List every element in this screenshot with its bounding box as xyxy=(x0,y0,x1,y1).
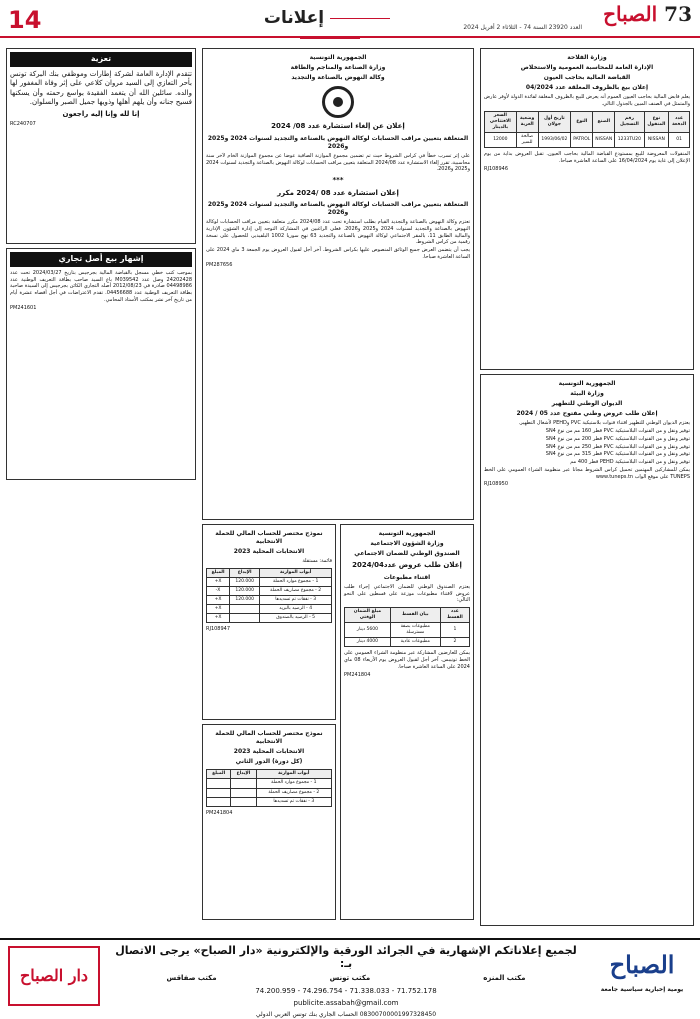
condolence-verse: إنا لله وإنا إليه راجعون xyxy=(62,109,140,118)
ad-ministry: وزارة البيئة xyxy=(570,390,604,398)
list-item: توفير ونقل و من القنوات البلاستيكية PVC قطر 250 مم من نوع SN4 xyxy=(545,443,690,450)
table-cell: 12000 xyxy=(485,133,517,148)
ad-ref: RC240707 xyxy=(10,120,36,127)
condolence-title: تعزية xyxy=(10,52,192,67)
ad-notice-subtitle: المتعلقة بتعيين مراقب الحسابات لوكالة النهوض بالصناعة والتجديد لسنوات 2024 و2025 و2026 xyxy=(207,134,469,150)
table-cell: 1 - مجموع موارد الحملة xyxy=(260,578,332,587)
ad-org: الصندوق الوطني للضمان الاجتماعي xyxy=(354,550,460,558)
table-cell: 01 xyxy=(669,133,690,148)
ad-onas-tender xyxy=(480,374,694,926)
budget-table xyxy=(206,568,332,623)
table-cell: 2 xyxy=(440,638,469,647)
table-header: النوع xyxy=(571,111,593,132)
list-item: توفير ونقل و من القنوات البلاستيكية PEHD قطر 400 مم xyxy=(570,459,690,466)
table-row xyxy=(207,788,332,797)
ad-body: قائمة: مستقلة xyxy=(302,558,332,565)
ad-org: الإدارة العامة للمحاسبة العمومية والاستخلاص xyxy=(520,64,654,72)
ad-notice-title: إعلان بيع بالظروف المغلقة عدد 04/2024 xyxy=(525,84,649,92)
table-cell: صالحة للسير xyxy=(516,133,538,148)
table-cell: 120.000 xyxy=(230,578,260,587)
ad-org: الديوان الوطني للتطهير xyxy=(551,400,623,408)
middle-column xyxy=(202,48,474,932)
table-header: تاريخ أول جولان xyxy=(538,111,571,132)
table-cell: 1 xyxy=(440,623,469,638)
ad-title: نموذج مختصر للحساب المالي للحملة الانتخابية xyxy=(215,530,323,546)
ad-body: يعتزم الصندوق الوطني للضمان الاجتماعي إجراء طلب عروض لاقتناء مطبوعات موزعة على قسطين على النحو التالي: xyxy=(344,583,470,604)
table-cell: مطبوعات بصفة مسترسلة xyxy=(390,623,440,638)
ad-subtitle: (كل دورة) الدور الثاني xyxy=(235,758,303,766)
table-header: الإيداع xyxy=(230,569,260,578)
issue-info: العدد 23920 السنة 74 - الثلاثاء 2 أفريل 2024 xyxy=(463,24,582,31)
ad-title: الجمهورية التونسية xyxy=(378,530,436,537)
ad-notice-subtitle: المتعلقة بتعيين مراقب الحسابات لوكالة النهوض بالصناعة والتجديد لسنوات 2024 و2025 و2026 xyxy=(207,201,469,217)
ad-notice-title: إعلان طلب عروض وطني مفتوح عدد 05 / 2024 xyxy=(516,410,658,418)
ad-notice-title: إعلان استشارة عدد 08 /2024 مكرر xyxy=(277,188,399,197)
table-header: وضعية العربة xyxy=(516,111,538,132)
table-header: الإيداع xyxy=(231,770,256,779)
ad-title: الجمهورية التونسية xyxy=(558,380,616,387)
table-row xyxy=(207,578,332,587)
ad-ministry: وزارة الصناعة والمناجم والطاقة xyxy=(290,64,386,72)
office-label: مكتب صفاقس xyxy=(166,974,217,982)
table-row xyxy=(207,614,332,623)
table-header: بيان القسط xyxy=(390,608,440,623)
table-cell: 4 - الرصيد بالبريد xyxy=(260,605,332,614)
footer-logo-alt: دار الصباح xyxy=(8,946,100,1006)
ad-org-office: القباضة المالية بحاجب العيون xyxy=(543,74,631,82)
table-cell: 3 - نفقات تم تسديدها xyxy=(256,797,331,806)
ad-ministry: وزارة الشؤون الاجتماعية xyxy=(370,540,444,548)
office-label: مكتب تونس xyxy=(329,974,371,982)
ad-body: يمكن للمشاركين المهتمين تحميل كراس الشروط مجانا عبر منظومة الشراء العمومي على الخط TUNEPS على موقع الواب www.tuneps.tn xyxy=(484,466,690,480)
ad-body: المنقولات المعروضة للبيع بمستودع القباضة المالية بحاجب العيون. تقبل العروض بداية من يوم الإعلان إلى غاية يوم 16/04/2024 على الساعة العاشرة صباحا. xyxy=(484,151,690,164)
ad-title: الجمهورية التونسية xyxy=(309,54,367,61)
table-cell: 4000 دينار xyxy=(345,638,391,647)
sale-body: بموجب كتب خطي مسجل بالقباضة المالية بجرجيس بتاريخ 2024/03/27 تحت عدد 24202428 وصل عدد M039542 باع السيد صاحب بطاقة التعريف الوطنية عدد 04498986 صادرة في 2012/08/23 أصله التجاري الكائن بجرجيس إلى السيدة صاحبة بطاقة التعريف الوطنية عدد 04456688. تقدم الاعتراضات في أجل أقصاه عشرة أيام من تاريخ آخر نشر بمكتب الأستاذ المحامي. xyxy=(10,269,192,303)
table-header: أبواب الموازنة xyxy=(260,569,332,578)
table-header: مبلغ الضمان الوقتي xyxy=(345,608,391,623)
footer-logo: الصباح xyxy=(609,950,675,979)
budget-table xyxy=(206,769,332,806)
page-header xyxy=(0,0,700,38)
table-row xyxy=(207,797,332,806)
newspaper-logo: 73 الصباح xyxy=(603,2,692,26)
table-cell: 120.000 xyxy=(230,596,260,605)
table-cell: 1 - مجموع موارد الحملة xyxy=(256,779,331,788)
ad-election-account-2 xyxy=(202,724,336,920)
right-column xyxy=(480,48,694,932)
table-header: عدد القسط xyxy=(440,608,469,623)
ad-election-account-1 xyxy=(202,524,336,720)
ad-title: نموذج مختصر للحساب المالي للحملة الانتخابية xyxy=(215,730,323,746)
table-cell: NISSAN xyxy=(644,133,669,148)
table-cell: X+ xyxy=(207,596,230,605)
table-row xyxy=(207,587,332,596)
separator: *** xyxy=(332,176,344,185)
ad-body: تعتزم وكالة النهوض بالصناعة والتجديد القيام بطلب استشارة تحت عدد 2024/08 مكرر متعلقة بتعيين مراقب الحسابات لوكالة النهوض بالصناعة والتجديد لسنوات 2024 و2025 و2026. فعلى الراغبين في المشاركة التوجه إلى إدارة الشؤون الإدارية والمالية الطابق 11، بالمقر الاجتماعي لوكالة النهوض بالصناعة والتجديد 63 نهج سوريا 1002 البلفيدير، للحصول على نسخة رقمية من كراس الشروط. xyxy=(206,219,470,246)
agency-logo-icon xyxy=(322,86,354,118)
ad-ref: PM287656 xyxy=(206,261,233,268)
vehicle-table xyxy=(484,111,690,148)
table-cell: X- xyxy=(207,587,230,596)
table-row xyxy=(207,605,332,614)
table-cell: 5 - الرصيد بالصندوق xyxy=(260,614,332,623)
table-cell: 2 - مجموع مصاريف الحملة xyxy=(256,788,331,797)
ad-body: يمكن للعارضين المشاركة عبر منظومة الشراء العمومي على الخط تونيبس. آخر أجل لقبول العروض يوم الأربعاء 08 ماي 2024 على الساعة العاشرة صباحا. xyxy=(344,650,470,670)
table-cell: NISSAN xyxy=(593,133,615,148)
ad-org: وكالة النهوض بالصناعة والتجديد xyxy=(291,74,385,82)
table-cell: 5600 دينار xyxy=(345,623,391,638)
list-item: توفير ونقل و من القنوات البلاستيكية PVC قطر 315 مم من نوع SN4 xyxy=(545,451,690,458)
table-cell: X+ xyxy=(207,605,230,614)
table-cell: X+ xyxy=(207,614,230,623)
office-label: مكتب المنزه xyxy=(483,974,526,982)
ad-subtitle: الانتخابات المحلية 2023 xyxy=(233,548,305,556)
footer-tagline: يومية إخبارية سياسية جامعة xyxy=(600,986,684,993)
page-footer xyxy=(0,938,700,1019)
table-cell: 1993/06/02 xyxy=(538,133,571,148)
ad-notice-title: إعلان طلب عروض عدد2024/04 xyxy=(352,561,462,570)
ad-ref: PM241804 xyxy=(206,809,233,816)
ad-social-security xyxy=(340,524,474,920)
ad-subtitle: الانتخابات المحلية 2023 xyxy=(233,748,305,756)
lots-table xyxy=(344,607,470,647)
lower-row xyxy=(202,524,474,924)
table-header: المبلغ xyxy=(207,569,230,578)
ad-notice-subtitle: اقتناء مطبوعات xyxy=(383,573,431,581)
sale-title: إشهار بيع أصل تجاري xyxy=(10,252,192,267)
ad-body: يعتزم الديوان الوطني للتطهير اقتناء قنوات بلاستيكية PVC وPEHD لأشغال التطهير. xyxy=(518,420,690,427)
left-column xyxy=(6,48,196,932)
table-cell xyxy=(230,605,260,614)
election-accounts xyxy=(202,524,336,924)
ad-ministry: وزارة الفلاحة xyxy=(567,54,607,61)
footer-title: لجميع إعلاناتكم الإشهارية في الجرائد الورقية والإلكترونية «دار الصباح» يرجى الاتصال بـ: xyxy=(115,944,577,970)
table-row xyxy=(485,133,690,148)
table-row xyxy=(207,596,332,605)
footer-contact xyxy=(110,944,582,1019)
table-row xyxy=(345,638,470,647)
condolence-body: تتقدم الإدارة العامة لشركة إطارات وموظفي بنك البركة تونس بأحر التعازي إلى السيد مروان كلاعي على إثر وفاة المغفور لها والده. سائلين الله أن يتغمد الفقيدة بواسع رحمته وأن يسكنها فسيح جنانه وأن يلهم أهلها وذويها جميل الصبر والسلوان. xyxy=(10,69,192,107)
table-cell: 2 - مجموع مصاريف الحملة xyxy=(260,587,332,596)
ad-condolence xyxy=(6,48,196,244)
ad-body: على إثر تسرب خطأ في كراس الشروط حيث تم تضمين مجموع الموازنة الصافية عوضا عن مجموع الموازنة الخام لآخر سنة محاسبية، تقرر إلغاء الاستشارة عدد 2024/08 المتعلقة بتعيين مراقب الحسابات لوكالة النهوض بالصناعة والتجديد لسنوات 2024 و2025 و2026. xyxy=(206,152,470,173)
table-header: المبلغ xyxy=(207,770,231,779)
ad-ref: PM241601 xyxy=(10,304,37,311)
list-item: توفير ونقل و من القنوات البلاستيكية PVC قطر 200 مم من نوع SN4 xyxy=(545,435,690,442)
footer-email[interactable]: publicite.assabah@gmail.com xyxy=(293,998,399,1007)
footer-account: 08300700001997328450 الحساب الجاري بنك تونس العربي الدولي xyxy=(255,1011,437,1019)
table-cell: X+ xyxy=(207,578,230,587)
table-header: أبواب الموازنة xyxy=(256,770,331,779)
table-header: نوع المنقول xyxy=(644,111,669,132)
table-header: السعر الافتتاحي بالدينار xyxy=(485,111,517,132)
table-header: الصنع xyxy=(593,111,615,132)
ad-body: يعلم قابض المالية بحاجب العيون العموم أنه يعرض للبيع بالظروف المغلقة لفائدة الدولة لأوفر عارض والمتمثل في الصنف المبين بالجدول التالي. xyxy=(484,94,690,108)
table-cell: PATROL xyxy=(571,133,593,148)
ad-business-sale xyxy=(6,248,196,480)
footer-offices xyxy=(110,974,582,983)
table-cell: 3 - نفقات تم تسديدها xyxy=(260,596,332,605)
ad-notice-title: إعلان عن إلغاء استشارة عدد 08/ 2024 xyxy=(271,122,405,131)
footer-phones: 71.752.178 - 71.338.033 - 74.296.754 - 74.200.959 xyxy=(255,987,437,996)
ad-industry-agency xyxy=(202,48,474,520)
section-title: إعلانات xyxy=(230,8,430,48)
ad-ref: RJ108946 xyxy=(484,165,509,172)
page-number: 14 xyxy=(8,6,42,34)
ad-vehicle-sale xyxy=(480,48,694,370)
table-header: عدد الدفعة xyxy=(669,111,690,132)
table-header: رقم التسجيل xyxy=(615,111,644,132)
table-cell xyxy=(230,614,260,623)
table-cell: 120.000 xyxy=(230,587,260,596)
table-cell: مطبوعات عادية xyxy=(390,638,440,647)
ad-ref: RJ108947 xyxy=(206,626,231,633)
table-row xyxy=(345,623,470,638)
ad-ref: PM241804 xyxy=(344,671,371,678)
table-row xyxy=(207,779,332,788)
ad-ref: RJ108950 xyxy=(484,481,509,488)
list-item: توفير ونقل و من القنوات البلاستيكية PVC قطر 160 مم من نوع SN4 xyxy=(545,428,690,435)
ad-body: يجب أن يتضمن العرض جميع الوثائق المنصوص عليها بكراس الشروط. آخر أجل لقبول العروض يوم الجمعة 3 ماي 2024 على الساعة العاشرة صباحا. xyxy=(206,247,470,260)
table-cell: 1233TU20 xyxy=(615,133,644,148)
